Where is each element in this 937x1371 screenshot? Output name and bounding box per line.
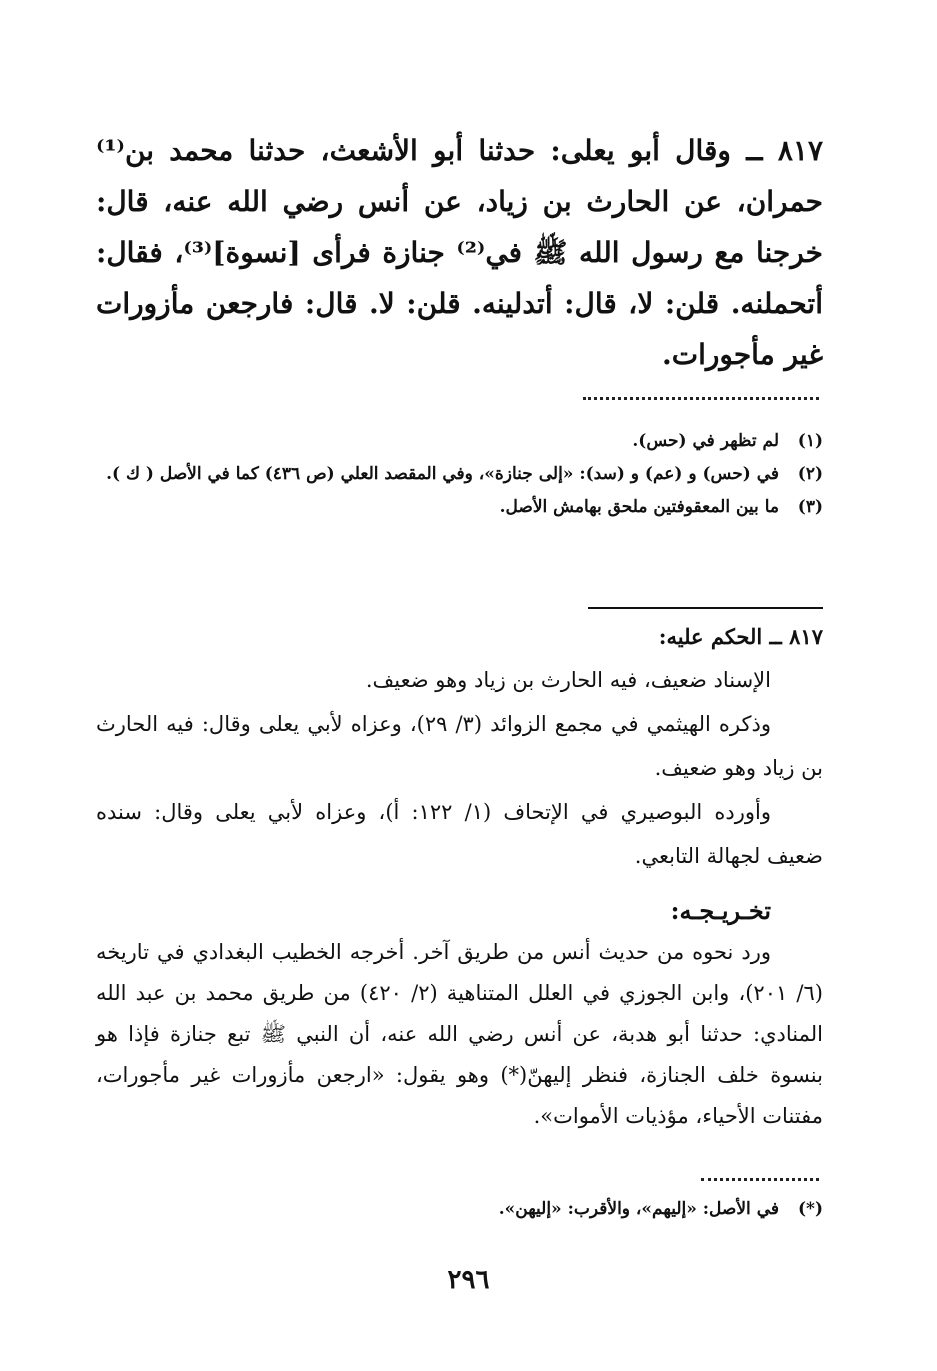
footnotes-2 <box>96 1193 823 1226</box>
footnote-separator <box>583 397 819 400</box>
footnote-number: (٣) <box>797 497 823 517</box>
footnote-number: (١) <box>797 431 823 451</box>
ruling-paragraph: وأورده البوصيري في الإتحاف (١/ ١٢٢: أ)، وعزاه لأبي يعلى وقال: سنده ضعيف لجهالة التابعي. <box>96 800 823 868</box>
section-rule <box>588 607 823 609</box>
footnote-text: في (حس) و (عم) و (سد): «إلى جنازة»، وفي المقصد العلي (ص ٤٣٦) كما في الأصل ( ك ). <box>106 464 779 484</box>
footnote-separator-2 <box>701 1178 819 1181</box>
footnote-2 <box>96 458 823 491</box>
hadith-paragraph: ٨١٧ ــ وقال أبو يعلى: حدثنا أبو الأشعث، حدثنا محمد بن⁽¹⁾ حمران، عن الحارث بن زياد، عن أنس رضي الله عنه، قال: خرجنا مع رسول الله ﷺ في⁽²⁾ جنازة فرأى [نسوة]⁽³⁾، فقال: أتحملنه. قلن: لا، قال: أتدلينه. قلن: لا. قال: فارجعن مأزورات غير مأجورات. <box>96 134 823 371</box>
footnotes <box>96 425 823 524</box>
footnote-text: لم تظهر في (حس). <box>632 431 779 451</box>
ruling-section <box>96 622 823 878</box>
takhrij-paragraph: ورد نحوه من حديث أنس من طريق آخر. أخرجه الخطيب البغدادي في تاريخه (٦/ ٢٠١)، وابن الجوزي في العلل المتناهية (٢/ ٤٢٠) من طريق محمد بن عبد الله المنادي: حدثنا أبو هدبة، عن أنس رضي الله عنه، أن النبي ﷺ تبع جنازة فإذا هو بنسوة خلف الجنازة، فنظر إليهنّ(*) وهو يقول: «ارجعن مأزورات غير مأجورات، مفتنات الأحياء، مؤذيات الأموات». <box>96 940 823 1128</box>
takhrij-section <box>96 894 823 1137</box>
ruling-heading: ٨١٧ ــ الحكم عليه: <box>658 624 823 649</box>
footnote-text: ما بين المعقوفتين ملحق بهامش الأصل. <box>499 497 779 517</box>
takhrij-heading: تخـريـجـه: <box>670 896 771 925</box>
footnote-star <box>96 1193 823 1226</box>
footnote-text: في الأصل: «إليهم»، والأقرب: «إليهن». <box>498 1199 779 1219</box>
footnote-number: (*) <box>798 1199 823 1219</box>
hadith-text <box>96 125 823 380</box>
footnote-1 <box>96 425 823 458</box>
page-number: ٢٩٦ <box>447 1265 490 1295</box>
footnote-number: (٢) <box>797 464 823 484</box>
ruling-paragraph: الإسناد ضعيف، فيه الحارث بن زياد وهو ضعيف. <box>365 668 771 692</box>
ruling-paragraph: وذكره الهيثمي في مجمع الزوائد (٣/ ٢٩)، وعزاه لأبي يعلى وقال: فيه الحارث بن زياد وهو ضعيف. <box>96 712 823 780</box>
book-page <box>96 125 823 1305</box>
footnote-3 <box>96 491 823 524</box>
